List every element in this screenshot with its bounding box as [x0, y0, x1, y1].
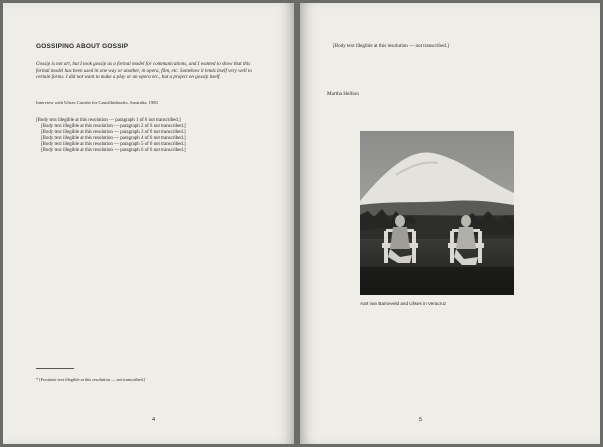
- footnote: * [Footnote text illegible at this resolution — not transcribed.]: [36, 377, 146, 382]
- interview-credit: Interview with Ulises Carrión for Castrillónbooks, Australia, 1983: [36, 100, 158, 105]
- left-page: [3, 3, 294, 444]
- body-paragraph: [Body text illegible at this resolution — paragraph 6 of 6 not transcribed.]: [41, 148, 186, 154]
- photo-caption: Aart van Barneveld and Ulises in Veracruz: [360, 301, 447, 306]
- author-signature: Martha Hellion: [327, 91, 359, 97]
- body-paragraph: [Body text illegible at this resolution — paragraph 1 of 6 not transcribed.]: [36, 118, 181, 123]
- body-paragraph: [Body text illegible at this resolution — not transcribed.]: [333, 43, 449, 49]
- body-paragraph: [Body text illegible at this resolution — paragraph 4 of 6 not transcribed.]: [41, 136, 186, 142]
- body-paragraph: [Body text illegible at this resolution — paragraph 5 of 6 not transcribed.]: [41, 142, 186, 148]
- body-paragraph: [Body text illegible at this resolution — paragraph 2 of 6 not transcribed.]: [41, 124, 186, 130]
- right-page: [300, 3, 600, 444]
- intro-quote: Gossip is not art, but I took gossip as a formal model for communications, and I wanted to show that this formal model has been used in one way or another, in opera, film, etc. Somehow it lends itself very well to certain forms. I did not want to make a play or an opera etc., but a project on gossip itself.: [36, 61, 252, 81]
- right-body-text: [327, 43, 565, 49]
- footnote-rule: [36, 368, 74, 369]
- body-paragraph: [Body text illegible at this resolution — paragraph 3 of 6 not transcribed.]: [41, 130, 186, 136]
- article-heading: GOSSIPING ABOUT GOSSIP: [36, 43, 129, 50]
- page-number-left: 4: [152, 417, 156, 423]
- photo-veracruz: [360, 131, 514, 295]
- page-number-right: 5: [419, 417, 423, 423]
- body-text: [36, 118, 264, 154]
